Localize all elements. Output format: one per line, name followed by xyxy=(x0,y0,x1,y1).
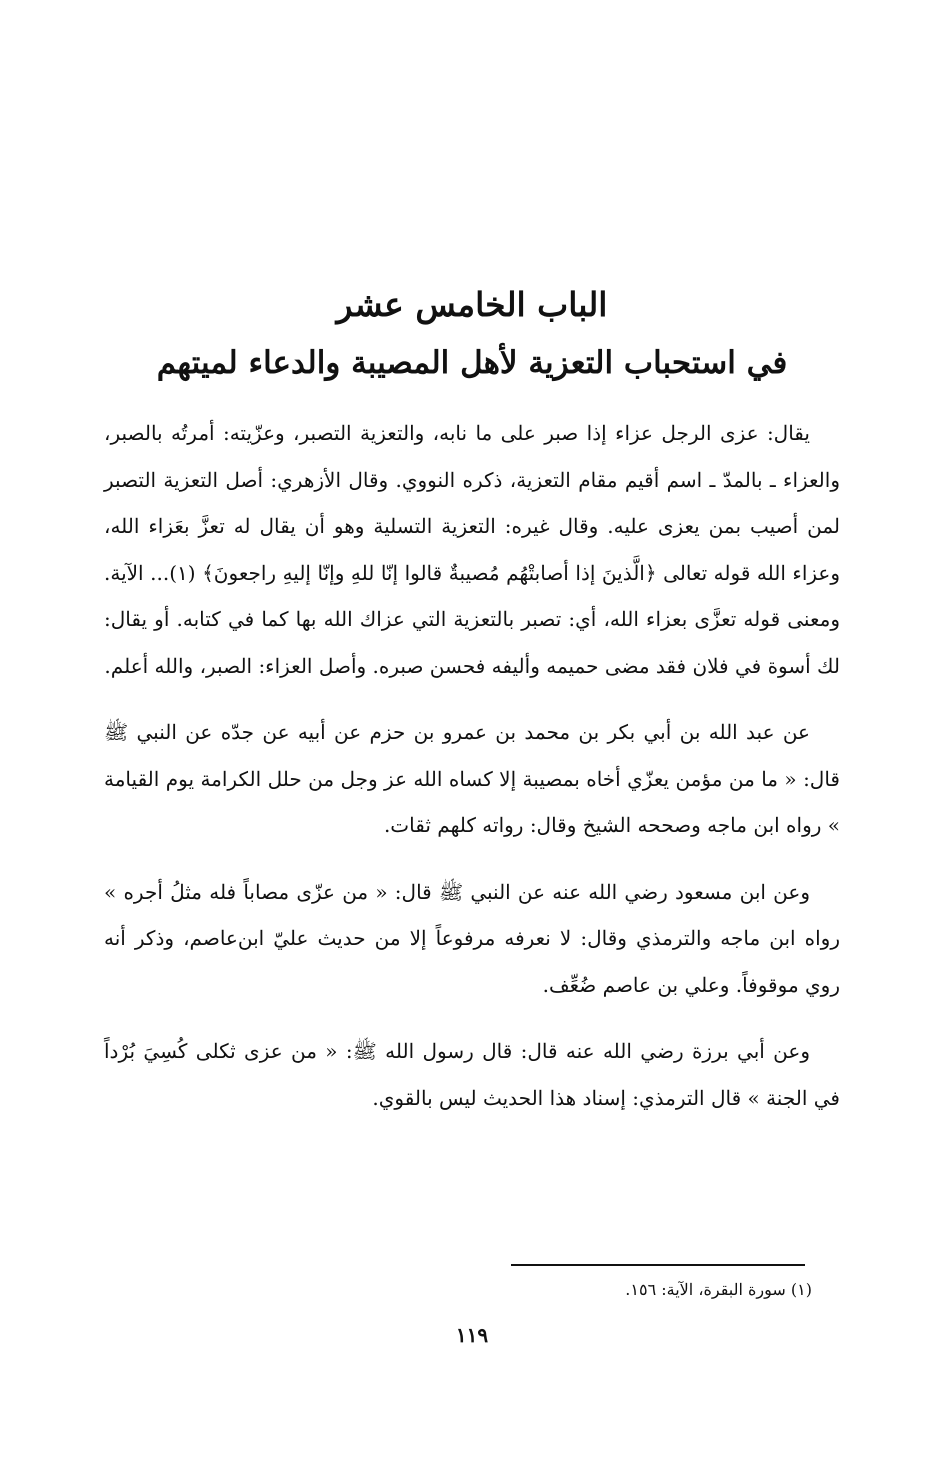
footnote-divider xyxy=(511,1264,805,1266)
chapter-title: الباب الخامس عشر xyxy=(336,285,608,324)
footnote: (١) سورة البقرة، الآية: ١٥٦. xyxy=(625,1280,812,1299)
paragraph-hadith-ibn-masud: وعن ابن مسعود رضي الله عنه عن النبي ﷺ قال: « من عزّى مصاباً فله مثلُ أجره » رواه ابن ماجه والترمذي وقال: لا نعرفه مرفوعاً إلا من حديث عليّ ابن‌عاصم، وذكر أنه روي موقوفاً. وعلي بن عاصم ضُعِّف. xyxy=(104,879,840,997)
paragraph-hadith-ibn-hazm: عن عبد الله بن أبي بكر بن محمد بن عمرو بن حزم عن أبيه عن جدّه عن النبي ﷺ قال: « ما من مؤمن يعزّي أخاه بمصيبة إلا كساه الله عز وجل من حلل الكرامة يوم القيامة » رواه ابن ماجه وصححه الشيخ وقال: رواته كلهم ثقات. xyxy=(104,720,840,837)
chapter-heading xyxy=(0,276,944,392)
paragraph-hadith-abi-barza: وعن أبي برزة رضي الله عنه قال: قال رسول الله ﷺ: « من عزى ثكلى كُسِيَ بُرْداً في الجنة » قال الترمذي: إسناد هذا الحديث ليس بالقوي. xyxy=(104,1039,840,1110)
paragraph-definition: يقال: عزى الرجل عزاء إذا صبر على ما نابه، والتعزية التصبر، وعزّيته: أمرتُه بالصبر، والعزاء ـ بالمدّ ـ اسم أقيم مقام التعزية، ذكره النووي. وقال الأزهري: أصل التعزية التصبر لمن أصيب بمن يعزى عليه. وقال غيره: التعزية التسلية وهو أن يقال له تعزَّ بعَزاء الله، وعزاء الله قوله تعالى ﴿الَّذينَ إذا أصابتْهُم مُصيبةٌ قالوا إنّا للهِ وإنّا إليهِ راجعونَ﴾ (١)... الآية. ومعنى قوله تعزَّى بعزاء الله، أي: تصبر بالتعزية التي عزاك الله بها كما في كتابه. أو يقال: لك أسوة في فلان فقد مضى حميمه وأليفه فحسن صبره. وأصل العزاء: الصبر، والله أعلم. xyxy=(104,421,841,678)
page-number: ١١٩ xyxy=(455,1323,489,1347)
chapter-subtitle: في استحباب التعزية لأهل المصيبة والدعاء لميتهم xyxy=(156,345,788,381)
body-text xyxy=(104,410,840,1121)
